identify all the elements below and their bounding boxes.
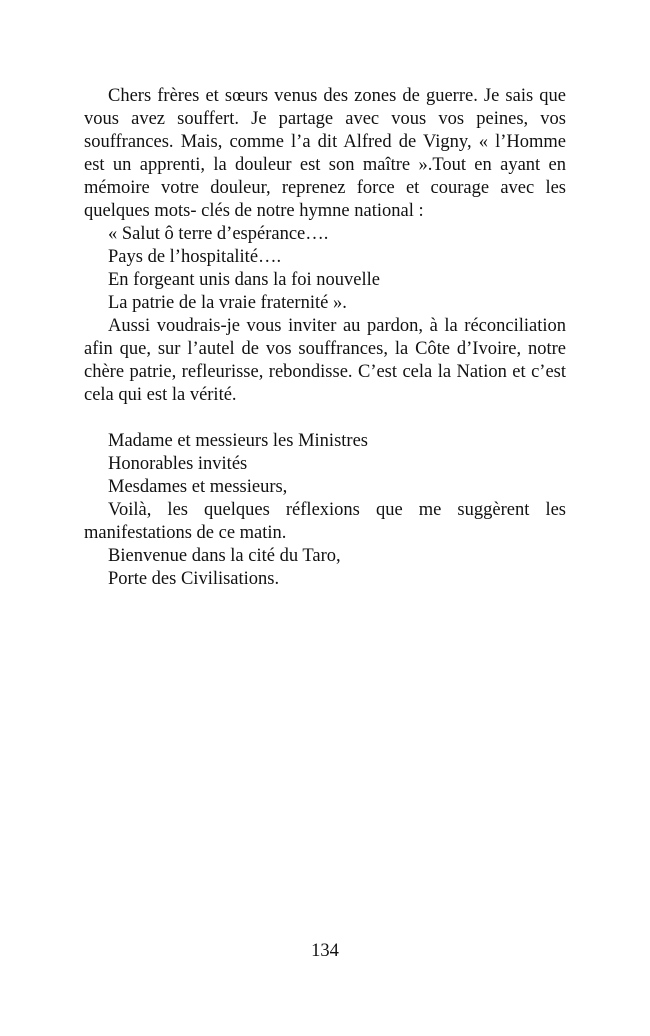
paragraph-address-war-victims: Chers frères et sœurs venus des zones de guerre. Je sais que vous avez souffert. Je partage avec vous vos peines, vos souffrances. Mais, comme l’a dit Alfred de Vigny, « l’Homme est un apprenti, la douleur est son maître ».Tout en ayant en mémoire votre douleur, reprenez force et courage avec les quelques mots- clés de notre hymne national : — [84, 86, 566, 221]
body-text — [84, 85, 566, 591]
anthem-line: « Salut ô terre d’espérance…. — [108, 224, 329, 244]
paragraph-spacer — [84, 407, 566, 430]
anthem-line: La patrie de la vraie fraternité ». — [108, 293, 347, 313]
salutation-line: Mesdames et messieurs, — [108, 477, 288, 497]
paragraph-reflections: Voilà, les quelques réflexions que me suggèrent les manifestations de ce matin. — [84, 500, 566, 543]
closing-line: Bienvenue dans la cité du Taro, — [108, 546, 341, 566]
closing-line: Porte des Civilisations. — [108, 569, 280, 589]
salutation-line: Madame et messieurs les Ministres — [108, 431, 368, 451]
page-number: 134 — [311, 941, 339, 961]
anthem-line: Pays de l’hospitalité…. — [108, 247, 282, 267]
anthem-line: En forgeant unis dans la foi nouvelle — [108, 270, 380, 290]
salutation-line: Honorables invités — [108, 454, 248, 474]
paragraph-reconciliation: Aussi voudrais-je vous inviter au pardon, à la réconciliation afin que, sur l’autel de vos souffrances, la Côte d’Ivoire, notre chère patrie, refleurisse, rebondisse. C’est cela la Nation et c’est cela qui est la vérité. — [84, 316, 566, 405]
